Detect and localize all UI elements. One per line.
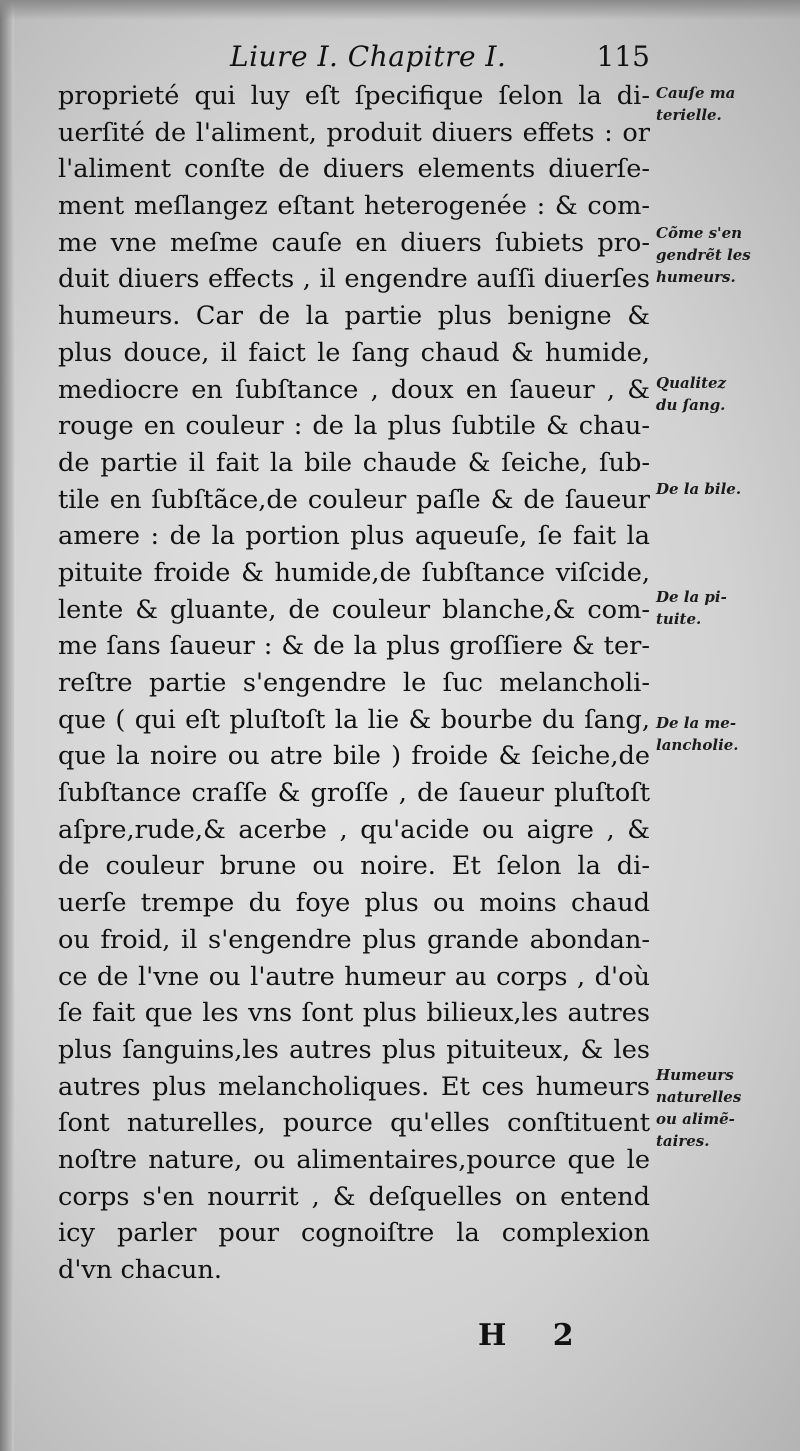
margin-note-line: Cõme s'en xyxy=(656,224,743,242)
margin-note-line: De la bile. xyxy=(656,480,742,498)
margin-note-line: humeurs. xyxy=(656,268,736,286)
text-line: mediocre en ſubſtance , doux en ſaueur , & xyxy=(58,374,650,405)
margin-note-qualitez-sang xyxy=(656,372,796,416)
margin-note-line: De la pi- xyxy=(656,588,727,606)
text-line: amere : de la portion plus aqueuſe, ſe fait la xyxy=(58,521,650,552)
margin-note-line: du ſang. xyxy=(656,396,726,414)
text-line: icy parler pour cognoiſtre la complexion xyxy=(58,1218,650,1249)
text-line: l'aliment conſte de diuers elements diuerſe- xyxy=(58,154,650,185)
margin-note-cause-materielle xyxy=(656,82,796,126)
text-line: autres plus melancholiques. Et ces humeurs xyxy=(58,1071,650,1102)
body-text xyxy=(58,78,650,1289)
margin-note-line: lancholie. xyxy=(656,736,739,754)
text-line: corps s'en nourrit , & deſquelles on entend xyxy=(58,1181,650,1212)
margin-note-line: naturelles xyxy=(656,1088,742,1106)
text-line: ſe fait que les vns ſont plus bilieux,les autres xyxy=(58,998,650,1029)
page-number: 115 xyxy=(596,40,650,73)
text-line: noſtre nature, ou alimentaires,pource que le xyxy=(58,1144,650,1175)
text-line: tile en ſubſtãce,de couleur paſle & de ſaueur xyxy=(58,484,650,515)
text-line: duit diuers effects , il engendre auſſi diuerſes xyxy=(58,264,650,295)
text-line: plus douce, il faict le ſang chaud & humide, xyxy=(58,337,650,368)
margin-note-melancholie xyxy=(656,712,796,756)
text-line: me vne meſme cauſe en diuers ſubiets pro- xyxy=(58,227,650,258)
signature-mark: H 2 xyxy=(478,1318,592,1353)
page-gutter-shadow xyxy=(0,0,14,1451)
text-line: de partie il fait la bile chaude & ſeiche, ſub- xyxy=(58,447,650,478)
page-top-shadow xyxy=(0,0,800,20)
text-line: que ( qui eſt pluſtoſt la lie & bourbe du ſang, xyxy=(58,704,650,735)
text-line: me ſans ſaueur : & de la plus groſſiere & ter- xyxy=(58,631,650,662)
margin-note-line: gendrẽt les xyxy=(656,246,751,264)
margin-note-line: Qualitez xyxy=(656,374,727,392)
text-line: humeurs. Car de la partie plus benigne & xyxy=(58,301,650,332)
margin-note-engendrement xyxy=(656,222,796,288)
text-line: reſtre partie s'engendre le ſuc melancholi- xyxy=(58,668,650,698)
margin-note-line: Humeurs xyxy=(656,1066,734,1084)
running-title: Liure I. Chapitre I. xyxy=(230,40,507,73)
margin-note-line: tuite. xyxy=(656,610,702,628)
margin-note-humeurs-naturelles xyxy=(656,1064,796,1152)
text-line: uerſité de l'aliment, produit diuers effets : or xyxy=(58,117,650,148)
text-line: ce de l'vne ou l'autre humeur au corps , d'où xyxy=(58,961,650,992)
text-line: rouge en couleur : de la plus ſubtile & chau- xyxy=(58,411,650,442)
text-line: de couleur brune ou noire. Et ſelon la di- xyxy=(58,851,650,882)
text-line: plus ſanguins,les autres plus pituiteux, & les xyxy=(58,1034,650,1065)
text-line: lente & gluante, de couleur blanche,& com- xyxy=(58,594,650,625)
text-line: que la noire ou atre bile ) froide & ſeiche,de xyxy=(58,741,650,772)
text-line: ſubſtance craſſe & groſſe , de ſaueur pluſtoſt xyxy=(58,778,650,809)
text-line: d'vn chacun. xyxy=(58,1255,223,1285)
margin-note-bile xyxy=(656,478,796,500)
margin-note-line: De la me- xyxy=(656,714,737,732)
text-line: aſpre,rude,& acerbe , qu'acide ou aigre , & xyxy=(58,814,650,845)
text-line: pituite froide & humide,de ſubſtance viſcide, xyxy=(58,557,650,588)
text-line: proprieté qui luy eſt ſpecifique ſelon la di- xyxy=(58,81,650,111)
margin-note-line: terielle. xyxy=(656,106,722,124)
margin-note-line: taires. xyxy=(656,1132,710,1150)
text-line: ou froid, il s'engendre plus grande abondan- xyxy=(58,924,650,955)
text-line: ſont naturelles, pource qu'elles conſtituent xyxy=(58,1108,650,1139)
margin-note-line: ou alimẽ- xyxy=(656,1110,735,1128)
margin-note-pituite xyxy=(656,586,796,630)
text-line: ment meſlangez eſtant heterogenée : & com- xyxy=(58,191,650,222)
text-line: uerſe trempe du foye plus ou moins chaud xyxy=(58,888,650,919)
margin-note-line: Cauſe ma xyxy=(656,84,736,102)
